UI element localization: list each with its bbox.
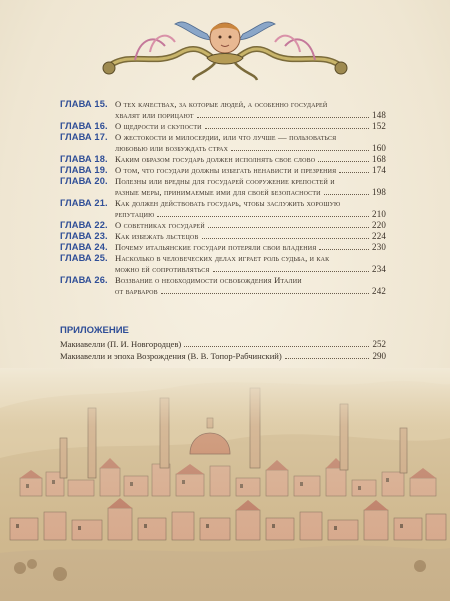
chapter-title-line: О том, что государи должны избегать ненависти и презрения bbox=[115, 165, 337, 175]
chapter-number: ГЛАВА 26. bbox=[60, 275, 108, 285]
toc-entry[interactable] bbox=[60, 242, 386, 253]
chapter-number: ГЛАВА 21. bbox=[60, 198, 108, 208]
dot-leader bbox=[184, 346, 369, 347]
chapter-number: ГЛАВА 23. bbox=[60, 231, 108, 241]
chapter-page-number: 174 bbox=[372, 165, 386, 175]
chapter-number: ГЛАВА 15. bbox=[60, 99, 108, 109]
chapter-title-line: Как должен действовать государь, чтобы заслужить хорошую bbox=[115, 198, 341, 208]
chapter-title-line: репутацию bbox=[115, 209, 155, 219]
dot-leader bbox=[339, 172, 369, 173]
chapter-title-line: О жестокости и милосердии, или что лучше — пользоваться bbox=[115, 132, 337, 142]
chapter-title-line: Насколько в человеческих делах играет роль судьба, и как bbox=[115, 253, 330, 263]
chapter-title-line: от варваров bbox=[115, 286, 158, 296]
dot-leader bbox=[208, 227, 369, 228]
toc-entry[interactable] bbox=[60, 220, 386, 231]
toc-entry[interactable] bbox=[60, 231, 386, 242]
chapter-title-line: хвалят или порицают bbox=[115, 110, 194, 120]
dot-leader bbox=[157, 216, 369, 217]
chapter-title-block bbox=[115, 121, 386, 132]
chapter-title-line: можно ей сопротивляться bbox=[115, 264, 210, 274]
chapter-title-line: О тех качествах, за которые людей, а особенно государей bbox=[115, 99, 328, 109]
toc-entry[interactable] bbox=[60, 253, 386, 275]
chapter-page-number: 198 bbox=[372, 187, 386, 197]
chapter-page-number: 234 bbox=[372, 264, 386, 274]
chapter-title-line: Каким образом государь должен исполнять свое слово bbox=[115, 154, 316, 164]
chapter-page-number: 220 bbox=[372, 220, 386, 230]
chapter-title-line: Полезны или вредны для государей сооружение крепостей и bbox=[115, 176, 335, 186]
dot-leader bbox=[197, 117, 369, 118]
chapter-title-block bbox=[115, 132, 386, 154]
toc-entry[interactable] bbox=[60, 198, 386, 220]
chapter-number: ГЛАВА 20. bbox=[60, 176, 108, 186]
dot-leader bbox=[161, 293, 369, 294]
dot-leader bbox=[213, 271, 369, 272]
chapter-page-number: 230 bbox=[372, 242, 386, 252]
chapter-title-line: О советниках государей bbox=[115, 220, 205, 230]
toc-entry[interactable] bbox=[60, 165, 386, 176]
chapter-page-number: 152 bbox=[372, 121, 386, 131]
chapter-page-number: 160 bbox=[372, 143, 386, 153]
chapter-title-block bbox=[115, 242, 386, 253]
chapter-number: ГЛАВА 18. bbox=[60, 154, 108, 164]
toc-entry[interactable] bbox=[60, 121, 386, 132]
appendix-entry[interactable] bbox=[60, 350, 386, 362]
appendix-entry-page: 290 bbox=[372, 351, 386, 361]
chapter-title-line: Почему итальянские государи потеряли свои владения bbox=[115, 242, 317, 252]
appendix-entry[interactable] bbox=[60, 338, 386, 350]
chapter-number: ГЛАВА 25. bbox=[60, 253, 108, 263]
chapter-page-number: 168 bbox=[372, 154, 386, 164]
chapter-title-block bbox=[115, 154, 386, 165]
dot-leader bbox=[319, 249, 369, 250]
chapter-title-block bbox=[115, 220, 386, 231]
toc-entry[interactable] bbox=[60, 275, 386, 297]
chapter-title-block bbox=[115, 253, 386, 275]
dot-leader bbox=[285, 358, 369, 359]
chapter-page-number: 224 bbox=[372, 231, 386, 241]
chapter-page-number: 242 bbox=[372, 286, 386, 296]
toc-entry[interactable] bbox=[60, 176, 386, 198]
appendix-entry-title: Макиавелли (П. И. Новгородцев) bbox=[60, 339, 182, 349]
chapter-title-line: Воззвание о необходимости освобождения Италии bbox=[115, 275, 302, 285]
chapter-title-block bbox=[115, 165, 386, 176]
dot-leader bbox=[202, 238, 369, 239]
toc-entry[interactable] bbox=[60, 99, 386, 121]
appendix-heading: ПРИЛОЖЕНИЕ bbox=[60, 325, 129, 336]
chapter-title-block bbox=[115, 275, 386, 297]
cherub-scroll-ornament-icon bbox=[95, 8, 355, 88]
chapter-title-block bbox=[115, 198, 386, 220]
dot-leader bbox=[205, 128, 369, 129]
chapter-number: ГЛАВА 19. bbox=[60, 165, 108, 175]
dot-leader bbox=[324, 194, 369, 195]
chapter-number: ГЛАВА 24. bbox=[60, 242, 108, 252]
chapter-title-block bbox=[115, 231, 386, 242]
chapter-title-line: О щедрости и скупости bbox=[115, 121, 202, 131]
chapter-number: ГЛАВА 17. bbox=[60, 132, 108, 142]
dot-leader bbox=[231, 150, 369, 151]
dot-leader bbox=[318, 161, 369, 162]
chapter-title-block bbox=[115, 176, 386, 198]
appendix-section bbox=[60, 325, 386, 362]
renaissance-city-engraving-icon bbox=[0, 368, 450, 601]
chapter-number: ГЛАВА 16. bbox=[60, 121, 108, 131]
appendix-entry-title: Макиавелли и эпоха Возрождения (В. В. Топор-Рабчинский) bbox=[60, 351, 282, 361]
toc-entry[interactable] bbox=[60, 154, 386, 165]
chapter-title-block bbox=[115, 99, 386, 121]
chapter-title-line: любовью или возбуждать страх bbox=[115, 143, 229, 153]
chapter-number: ГЛАВА 22. bbox=[60, 220, 108, 230]
chapter-title-line: разные меры, принимаемые ими для своей безопасности bbox=[115, 187, 321, 197]
chapter-page-number: 210 bbox=[372, 209, 386, 219]
appendix-entry-page: 252 bbox=[372, 339, 386, 349]
table-of-contents bbox=[60, 99, 386, 297]
chapter-page-number: 148 bbox=[372, 110, 386, 120]
chapter-title-line: Как избежать льстецов bbox=[115, 231, 199, 241]
toc-entry[interactable] bbox=[60, 132, 386, 154]
